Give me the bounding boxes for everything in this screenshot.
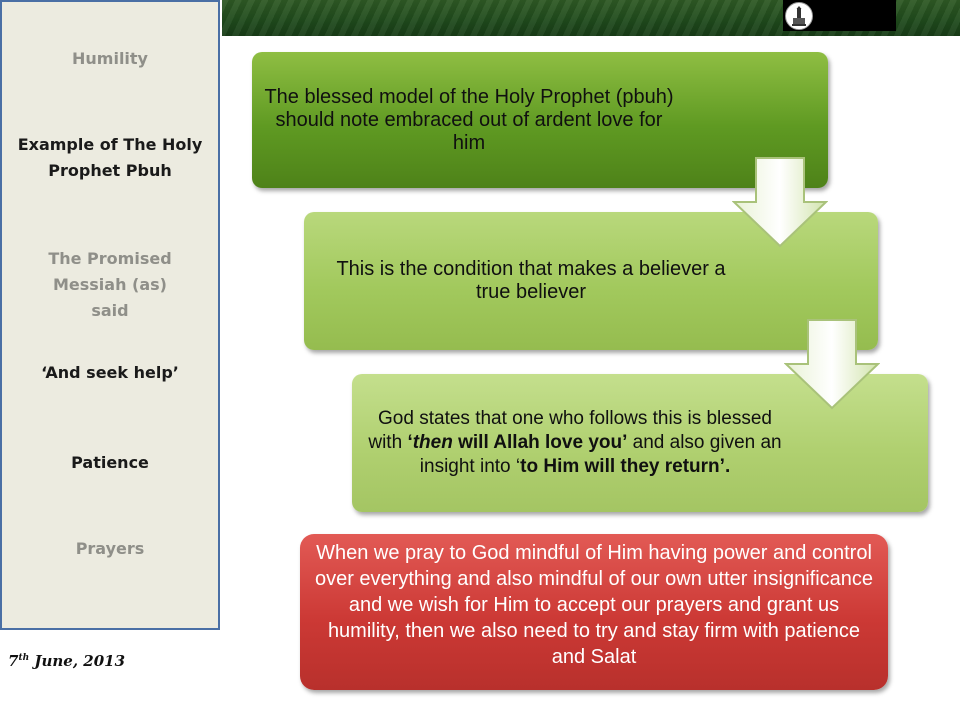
date-label (8, 652, 125, 670)
sidebar-item-example-prophet[interactable]: Example of The Holy Prophet Pbuh (17, 135, 203, 180)
down-arrow-icon (732, 156, 828, 248)
step3-quote2: to Him will they return’. (520, 456, 731, 477)
step3-quote1: ‘then will Allah love you’ (407, 432, 628, 453)
date-day: 7 (8, 652, 19, 670)
date-suffix: th (18, 653, 30, 663)
step3-part1: God states that one who follows this is blessed with (368, 408, 772, 453)
date-rest: June, 2013 (29, 652, 126, 670)
sidebar-item-patience[interactable]: Patience (71, 453, 149, 472)
step3-quote1-em: then (412, 432, 453, 453)
prayer-callout (300, 534, 888, 690)
mosque-emblem-icon (785, 2, 813, 30)
prayer-callout-text: When we pray to God mindful of Him having power and control over everything and also mindful of our own utter insignificance and we wish for Him to accept our prayers and grant us humility, then we also need to try and stay firm with patience and Salat (314, 542, 874, 668)
flow-step-2-text: This is the condition that makes a believer a true believer (336, 258, 726, 303)
sidebar-item-seek-help[interactable]: ‘And seek help’ (41, 363, 179, 382)
flow-step-3-text (362, 407, 788, 479)
sidebar-item-prayers[interactable]: Prayers (75, 539, 145, 558)
step3-part2: and also given an insight into (419, 432, 782, 477)
step3-quote2-open: ‘ (515, 456, 521, 477)
down-arrow-icon (784, 318, 880, 410)
topic-sidebar (0, 0, 220, 630)
sidebar-item-humility[interactable]: Humility (72, 49, 148, 68)
sidebar-item-promised-messiah[interactable]: The Promised Messiah (as) said (48, 249, 172, 320)
flow-step-1-text: The blessed model of the Holy Prophet (pbuh) should note embraced out of ardent love for him (264, 85, 674, 154)
